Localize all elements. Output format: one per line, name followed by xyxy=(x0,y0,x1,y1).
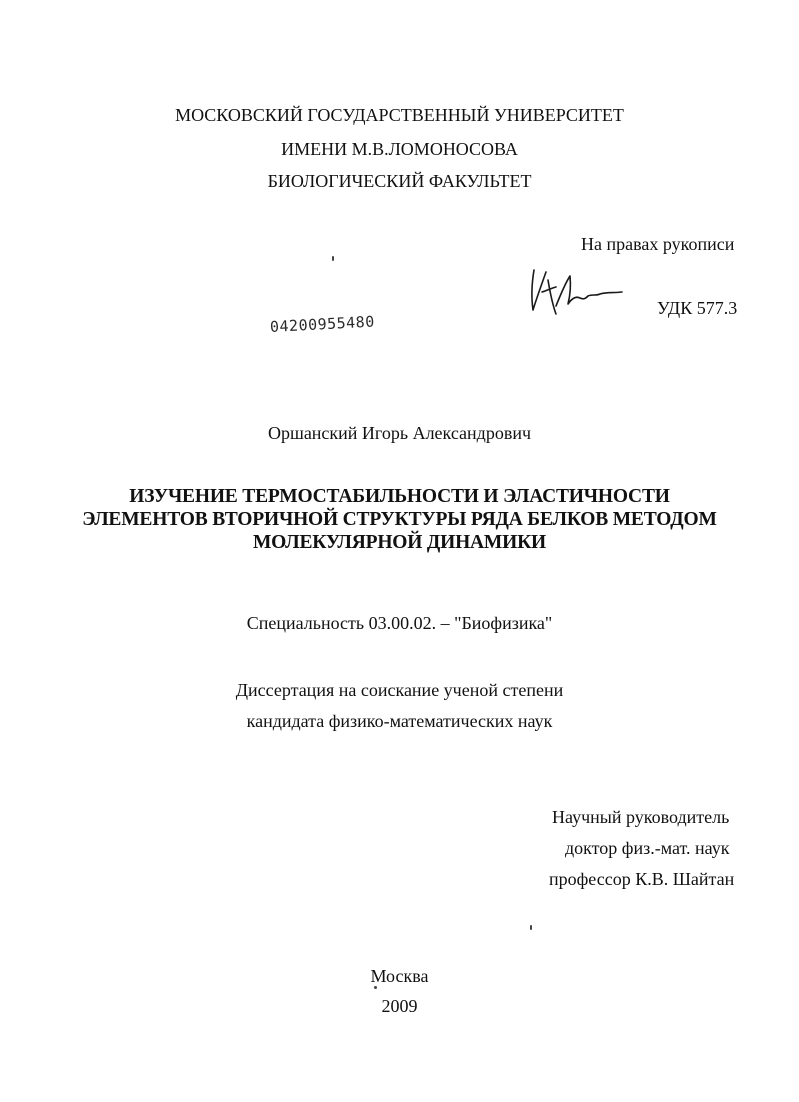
speck-mark xyxy=(374,986,377,989)
inventory-stamp: 04200955480 xyxy=(269,312,376,336)
year: 2009 xyxy=(381,996,418,1016)
author-name: Оршанский Игорь Александрович xyxy=(267,423,532,443)
speck-mark xyxy=(530,925,532,930)
udc-code: УДК 577.3 xyxy=(657,298,738,318)
supervisor-degree: доктор физ.-мат. наук xyxy=(565,838,730,858)
speciality-line: Специальность 03.00.02. – "Биофизика" xyxy=(246,613,553,633)
speck-mark xyxy=(332,256,334,261)
city: Москва xyxy=(370,966,429,986)
degree-line-2: кандидата физико-математических наук xyxy=(246,711,553,731)
signature-image xyxy=(526,262,626,322)
supervisor-name: профессор К.В. Шайтан xyxy=(549,869,735,889)
thesis-title-line-3: МОЛЕКУЛЯРНОЙ ДИНАМИКИ xyxy=(252,532,547,553)
faculty-name: БИОЛОГИЧЕСКИЙ ФАКУЛЬТЕТ xyxy=(267,171,532,191)
supervisor-role: Научный руководитель xyxy=(552,807,730,827)
university-named-after: ИМЕНИ М.В.ЛОМОНОСОВА xyxy=(281,139,518,159)
rights-notice: На правах рукописи xyxy=(581,234,735,254)
university-name: МОСКОВСКИЙ ГОСУДАРСТВЕННЫЙ УНИВЕРСИТЕТ xyxy=(175,105,624,125)
thesis-title-line-2: ЭЛЕМЕНТОВ ВТОРИЧНОЙ СТРУКТУРЫ РЯДА БЕЛКОВ МЕТОДОМ xyxy=(82,509,717,530)
thesis-title-line-1: ИЗУЧЕНИЕ ТЕРМОСТАБИЛЬНОСТИ И ЭЛАСТИЧНОСТИ xyxy=(129,486,670,507)
degree-line-1: Диссертация на соискание ученой степени xyxy=(235,680,564,700)
